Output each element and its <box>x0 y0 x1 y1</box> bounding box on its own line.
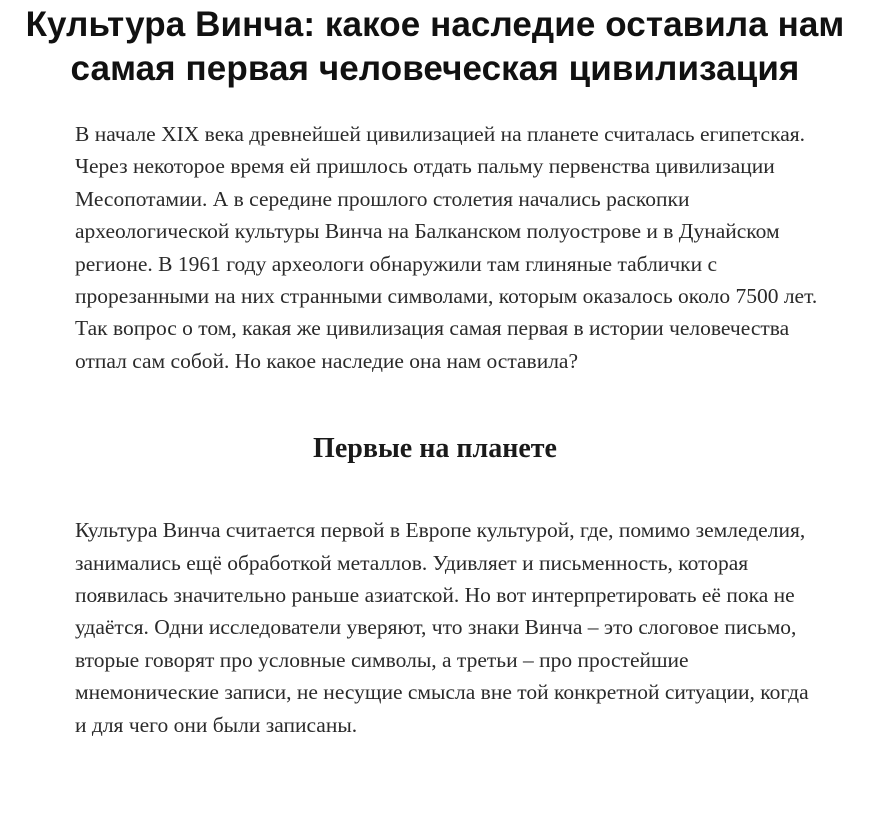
article-title: Культура Винча: какое наследие оставила нам самая первая человеческая цивилизация <box>25 5 845 88</box>
section-heading: Первые на планете <box>313 433 557 465</box>
section-paragraph: Культура Винча считается первой в Европе культурой, где, помимо земледелия, занимались ещё обработкой металлов. Удивляет и письменность, которая появилась значительно раньше азиатской. Но вот интерпретировать её пока не удаётся. Одни исследователи уверяют, что знаки Винча – это слоговое письмо, вторые говорят про условные символы, а третьи – про простейшие мнемонические записи, не несущие смысла вне той конкретной ситуации, когда и для чего они были записаны. <box>75 518 809 737</box>
section-first-on-planet <box>0 432 870 741</box>
intro-paragraph: В начале XIX века древнейшей цивилизацией на планете считалась египетская. Через некоторое время ей пришлось отдать пальму первенства цивилизации Месопотамии. А в середине прошлого столетия начались раскопки археологической культуры Винча на Балканском полуострове и в Дунайском регионе. В 1961 году археологи обнаружили там глиняные таблички с прорезанными на них странными символами, которым оказалось около 7500 лет. Так вопрос о том, какая же цивилизация самая первая в истории человечества отпал сам собой. Но какое наследие она нам оставила? <box>75 122 818 373</box>
